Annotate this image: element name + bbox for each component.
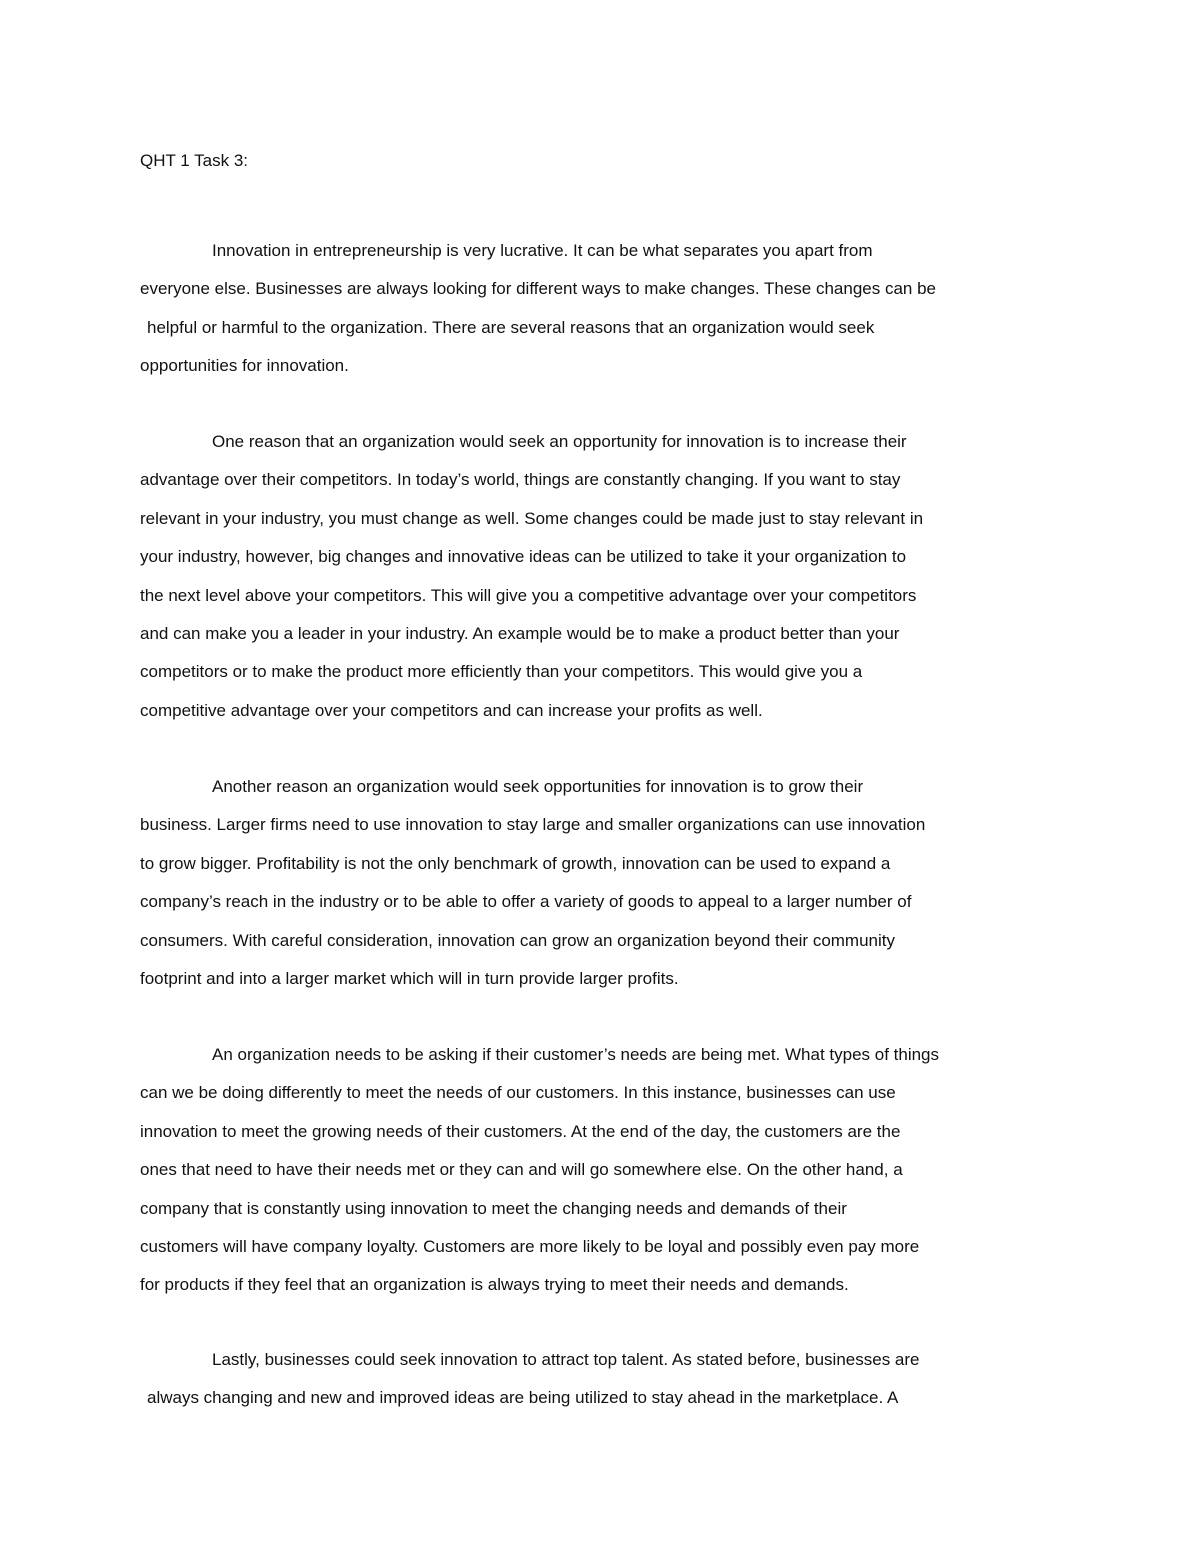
text-line: competitive advantage over your competitors and can increase your profits as well. — [140, 700, 763, 720]
text-line: One reason that an organization would seek an opportunity for innovation is to increase their — [212, 432, 907, 451]
paragraph-5 — [140, 1341, 1070, 1418]
text-line: the next level above your competitors. This will give you a competitive advantage over your competitors — [140, 585, 917, 605]
text-line: everyone else. Businesses are always looking for different ways to make changes. These changes can be — [140, 279, 936, 299]
text-line: advantage over their competitors. In today’s world, things are constantly changing. If you want to stay — [140, 470, 901, 490]
document-heading: QHT 1 Task 3: — [140, 151, 249, 170]
text-line: business. Larger firms need to use innovation to stay large and smaller organizations can use innovation — [140, 815, 926, 835]
text-line: competitors or to make the product more efficiently than your competitors. This would give you a — [140, 662, 863, 682]
text-line: always changing and new and improved ideas are being utilized to stay ahead in the marketplace. A — [147, 1388, 899, 1408]
text-line: your industry, however, big changes and innovative ideas can be utilized to take it your organization to — [140, 547, 907, 567]
text-line: for products if they feel that an organization is always trying to meet their needs and demands. — [140, 1275, 849, 1295]
text-line: ones that need to have their needs met or they can and will go somewhere else. On the other hand, a — [140, 1160, 903, 1180]
text-line: Innovation in entrepreneurship is very lucrative. It can be what separates you apart from — [212, 241, 873, 260]
text-line: to grow bigger. Profitability is not the only benchmark of growth, innovation can be used to expand a — [140, 853, 891, 873]
paragraph-2 — [140, 423, 1070, 730]
paragraph-1 — [140, 232, 1070, 386]
text-line: helpful or harmful to the organization. There are several reasons that an organization would seek — [147, 317, 875, 337]
text-line: customers will have company loyalty. Customers are more likely to be loyal and possibly even pay more — [140, 1236, 920, 1256]
text-line: opportunities for innovation. — [140, 356, 349, 376]
text-line: innovation to meet the growing needs of their customers. At the end of the day, the customers are the — [140, 1121, 901, 1141]
text-line: consumers. With careful consideration, innovation can grow an organization beyond their community — [140, 930, 896, 950]
text-line: Lastly, businesses could seek innovation to attract top talent. As stated before, businesses are — [212, 1350, 920, 1369]
paragraph-4 — [140, 1036, 1070, 1305]
text-line: An organization needs to be asking if their customer’s needs are being met. What types of things — [212, 1045, 940, 1064]
text-line: company that is constantly using innovation to meet the changing needs and demands of their — [140, 1198, 847, 1218]
text-line: company’s reach in the industry or to be able to offer a variety of goods to appeal to a larger number of — [140, 892, 912, 912]
text-line: can we be doing differently to meet the needs of our customers. In this instance, businesses can use — [140, 1083, 896, 1103]
text-line: footprint and into a larger market which will in turn provide larger profits. — [140, 968, 679, 988]
text-line: Another reason an organization would seek opportunities for innovation is to grow their — [212, 777, 864, 796]
text-line: relevant in your industry, you must change as well. Some changes could be made just to stay relevant in — [140, 508, 924, 528]
text-line: and can make you a leader in your industry. An example would be to make a product better than your — [140, 623, 900, 643]
paragraph-3 — [140, 768, 1070, 998]
